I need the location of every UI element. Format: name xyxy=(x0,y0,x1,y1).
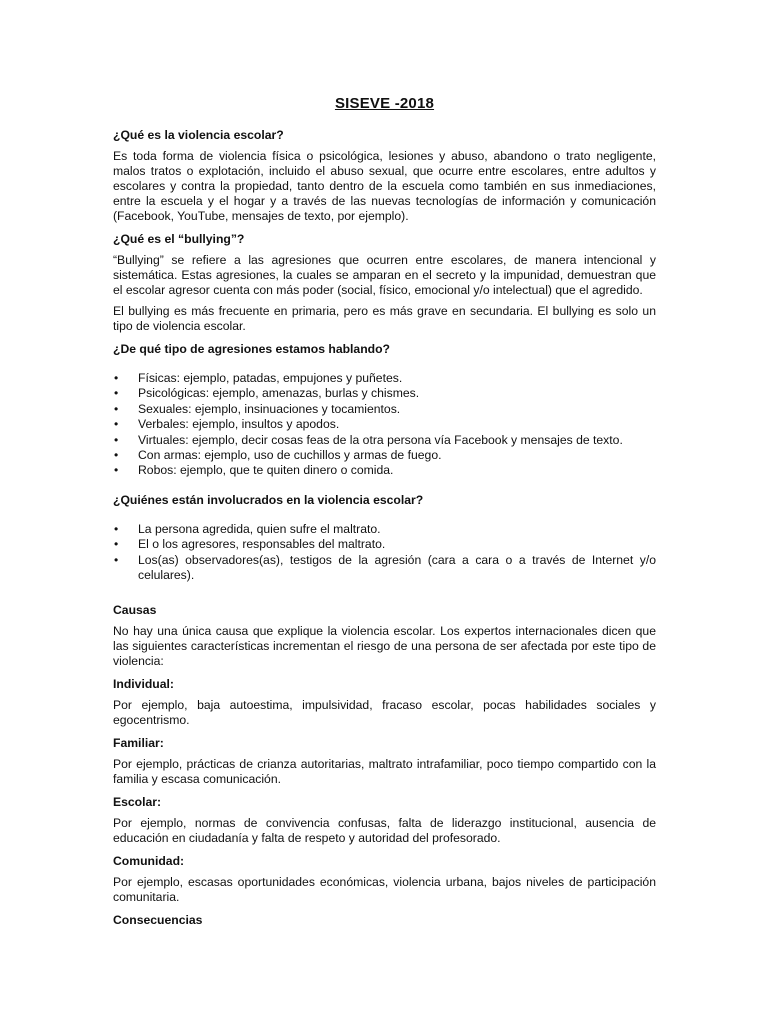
bullet-icon: • xyxy=(114,552,119,567)
heading-violencia-escolar: ¿Qué es la violencia escolar? xyxy=(113,128,284,142)
list-involucrados xyxy=(113,522,656,584)
bullet-icon: • xyxy=(114,386,119,401)
heading-comunidad: Comunidad: xyxy=(113,854,185,869)
paragraph-familiar: Por ejemplo, prácticas de crianza autoritarias, maltrato intrafamiliar, poco tiempo compartido con la familia y escasa comunicación. xyxy=(113,757,656,787)
list-item: • Robos: ejemplo, que te quiten dinero o comida. xyxy=(114,463,394,478)
paragraph-bullying-definition: “Bullying” se refiere a las agresiones que ocurren entre escolares, de manera intencional y sistemática. Estas agresiones, la cuales se amparan en el secreto y la impunidad, demuestran que el escolar agresor cuenta con más poder (social, físico, emocional y/o intelectual) que el agredido. xyxy=(113,253,656,297)
list-item: • Virtuales: ejemplo, decir cosas feas de la otra persona vía Facebook y mensajes de texto. xyxy=(114,432,623,447)
list-item: • Verbales: ejemplo, insultos y apodos. xyxy=(114,417,340,432)
paragraph-individual: Por ejemplo, baja autoestima, impulsividad, fracaso escolar, pocas habilidades sociales y egocentrismo. xyxy=(113,698,656,728)
heading-bullying: ¿Qué es el “bullying”? xyxy=(113,232,245,246)
list-item: • Sexuales: ejemplo, insinuaciones y tocamientos. xyxy=(114,401,401,416)
bullet-icon: • xyxy=(114,537,119,552)
heading-familiar: Familiar: xyxy=(113,736,164,751)
bullet-icon: • xyxy=(114,432,119,447)
list-item: • Físicas: ejemplo, patadas, empujones y puñetes. xyxy=(114,371,403,385)
list-item: • La persona agredida, quien sufre el maltrato. xyxy=(114,521,381,536)
paragraph-causas: No hay una única causa que explique la violencia escolar. Los expertos internacionales dicen que las siguientes características incrementan el riesgo de una persona de ser afectada por este tipo de violencia: xyxy=(113,624,656,669)
bullet-icon: • xyxy=(114,463,119,478)
paragraph-escolar: Por ejemplo, normas de convivencia confusas, falta de liderazgo institucional, ausencia de educación en ciudadanía y falta de respeto y autoridad del profesorado. xyxy=(113,816,656,846)
paragraph-comunidad: Por ejemplo, escasas oportunidades económicas, violencia urbana, bajos niveles de participación comunitaria. xyxy=(113,875,656,905)
paragraph-bullying-frequency: El bullying es más frecuente en primaria, pero es más grave en secundaria. El bullying es solo un tipo de violencia escolar. xyxy=(113,304,656,333)
list-item: • Psicológicas: ejemplo, amenazas, burlas y chismes. xyxy=(114,386,420,401)
heading-individual: Individual: xyxy=(113,677,174,692)
bullet-icon: • xyxy=(114,417,119,432)
list-item: • El o los agresores, responsables del maltrato. xyxy=(114,537,386,552)
heading-causas: Causas xyxy=(113,603,157,618)
list-tipos-agresiones xyxy=(113,371,656,479)
list-item: • Los(as) observadores(as), testigos de la agresión (cara a cara o a través de Internet y/o celulares). xyxy=(114,552,656,583)
bullet-icon: • xyxy=(114,401,119,416)
heading-consecuencias: Consecuencias xyxy=(113,913,203,928)
bullet-icon: • xyxy=(114,521,119,536)
list-item: • Con armas: ejemplo, uso de cuchillos y armas de fuego. xyxy=(114,448,442,463)
bullet-icon: • xyxy=(114,371,119,385)
bullet-icon: • xyxy=(114,448,119,463)
document-title: SISEVE -2018 xyxy=(334,95,435,112)
heading-involucrados: ¿Quiénes están involucrados en la violencia escolar? xyxy=(113,492,424,507)
paragraph-violencia-escolar: Es toda forma de violencia física o psicológica, lesiones y abuso, abandono o trato negligente, malos tratos o explotación, incluido el abuso sexual, que ocurre entre escolares, entre adultos y escolares y contra la propiedad, tanto dentro de la escuela como también en sus inmediaciones, entre la escuela y el hogar y a través de las nuevas tecnologías de información y comunicación (Facebook, YouTube, mensajes de texto, por ejemplo). xyxy=(113,149,656,223)
heading-tipos-agresiones: ¿De qué tipo de agresiones estamos hablando? xyxy=(113,342,390,356)
heading-escolar: Escolar: xyxy=(113,795,162,810)
